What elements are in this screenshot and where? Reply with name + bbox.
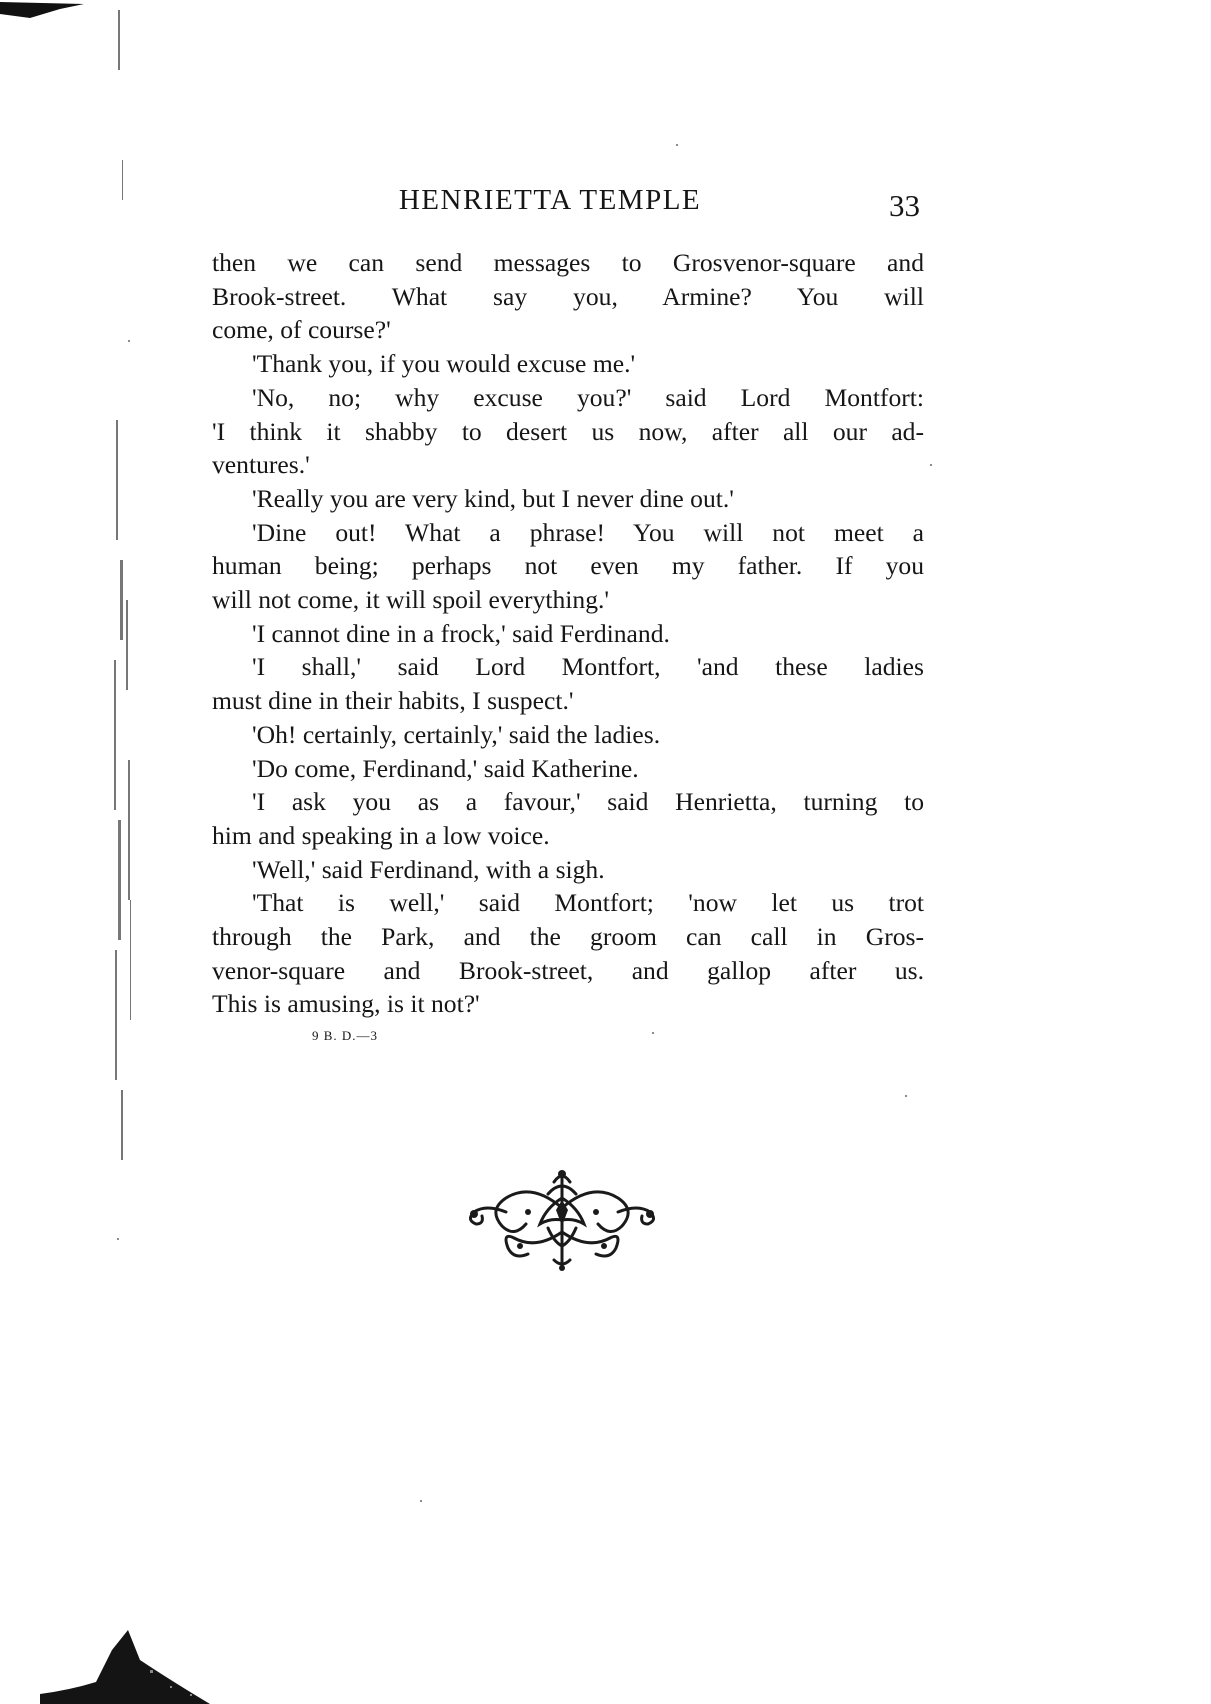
speck <box>676 144 678 146</box>
text-line: Brook-street. What say you, Armine? You will <box>212 281 924 311</box>
text-line: 'No, no; why excuse you?' said Lord Montfort: <box>252 382 924 412</box>
text-line: human being; perhaps not even my father. If you <box>212 551 924 581</box>
speck <box>905 1095 907 1097</box>
tailpiece-ornament-icon <box>462 1168 662 1272</box>
text-line: must dine in their habits, I suspect.' <box>212 686 574 716</box>
text-line: come, of course?' <box>212 315 391 345</box>
text-line: 'I shall,' said Lord Montfort, 'and these ladies <box>252 652 924 682</box>
page-number: 33 <box>889 188 920 223</box>
text-line: 'I ask you as a favour,' said Henrietta, turning to <box>252 787 924 817</box>
text-line: 'I cannot dine in a frock,' said Ferdinand. <box>252 618 670 648</box>
text-line: 'Oh! certainly, certainly,' said the ladies. <box>252 719 661 749</box>
running-title: HENRIETTA TEMPLE <box>398 184 702 216</box>
speck <box>128 340 130 342</box>
text-line: 'Really you are very kind, but I never dine out.' <box>252 483 734 513</box>
text-line: through the Park, and the groom can call in Gros- <box>212 922 924 952</box>
running-head <box>212 184 928 224</box>
scan-corner-mark-icon <box>0 0 84 24</box>
speck <box>117 1238 119 1240</box>
text-line: 'Thank you, if you would excuse me.' <box>252 349 636 379</box>
scan-shadow-icon <box>0 1620 230 1704</box>
speck <box>652 1032 654 1034</box>
scan-edge-noise-icon <box>112 0 162 1180</box>
text-line: will not come, it will spoil everything.' <box>212 585 610 615</box>
speck <box>930 464 932 466</box>
text-line: him and speaking in a low voice. <box>212 820 550 850</box>
text-line: then we can send messages to Grosvenor-square and <box>212 248 924 277</box>
speck <box>420 1500 422 1502</box>
text-line: 'Well,' said Ferdinand, with a sigh. <box>252 854 605 884</box>
text-line: 'Dine out! What a phrase! You will not meet a <box>252 517 924 547</box>
text-line: 'That is well,' said Montfort; 'now let us trot <box>252 888 924 918</box>
text-line: This is amusing, is it not?' <box>212 989 480 1019</box>
text-line: ventures.' <box>212 450 310 480</box>
text-line: venor-square and Brook-street, and gallop after us. <box>212 955 924 985</box>
signature-mark: 9 B. D.—3 <box>312 1028 379 1043</box>
text-line: 'I think it shabby to desert us now, after all our ad- <box>212 416 924 446</box>
body-text <box>212 246 924 1021</box>
text-line: 'Do come, Ferdinand,' said Katherine. <box>252 753 639 783</box>
